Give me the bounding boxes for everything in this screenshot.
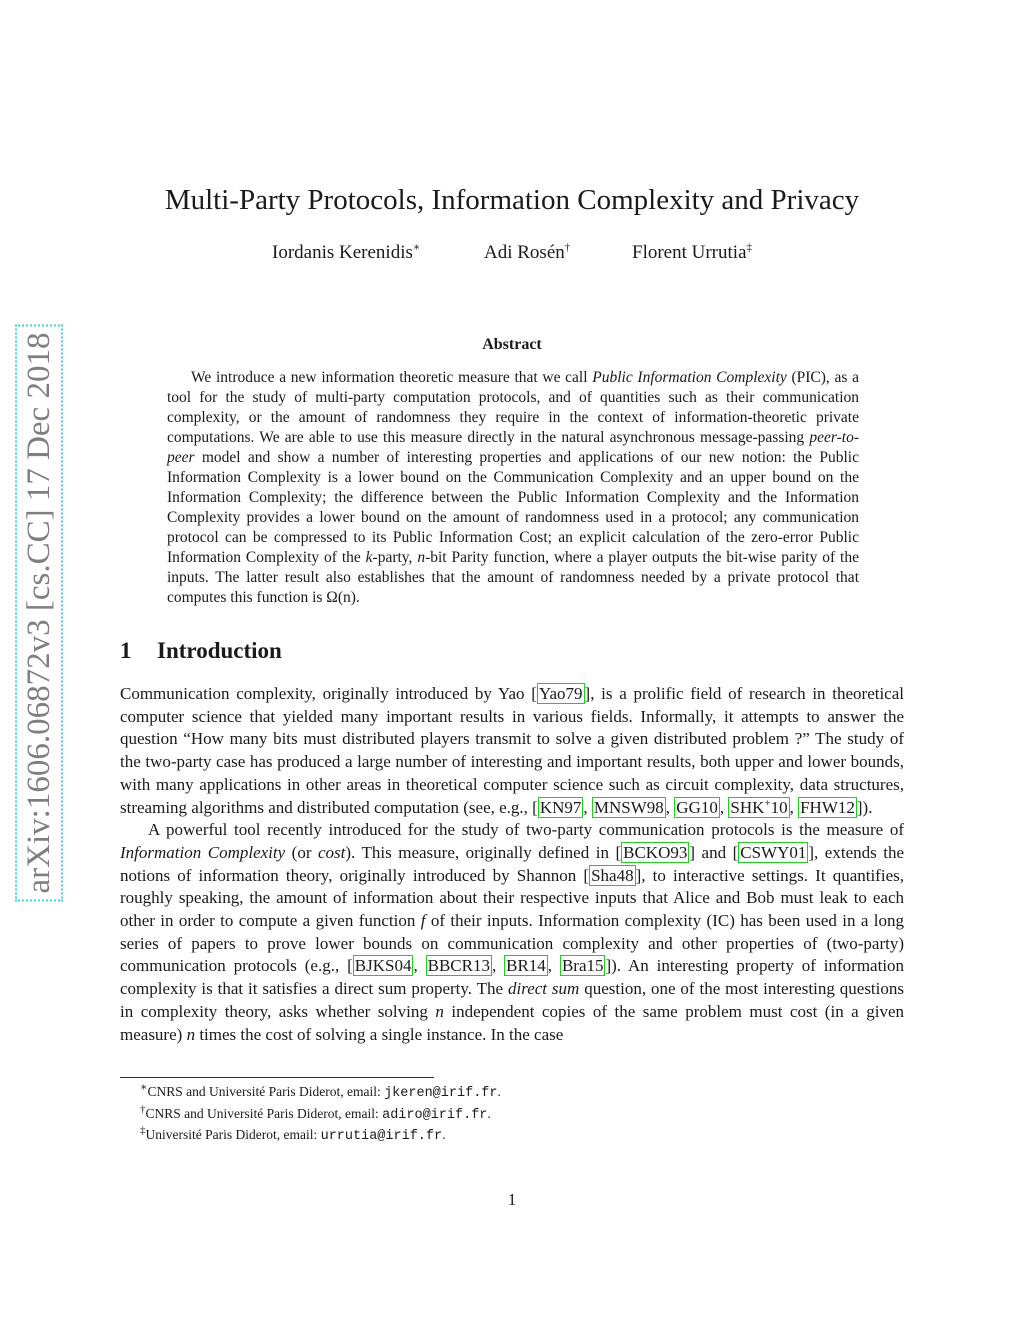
author-name: Iordanis Kerenidis [272,242,413,263]
author-3 [632,242,752,264]
section-title: Introduction [157,638,282,663]
citation-link[interactable]: CSWY01 [740,842,807,862]
author-footnote-mark: ∗ [412,241,421,254]
citation-link[interactable]: Yao79 [538,684,583,703]
citation-link[interactable]: BBCR13 [427,956,490,976]
paper-title: Multi-Party Protocols, Information Complexity and Privacy [164,184,860,216]
email-address[interactable]: jkeren@irif.fr [384,1086,498,1101]
author-footnote-mark: † [564,241,571,254]
arxiv-stamp [14,318,64,908]
abstract-paragraph: We introduce a new information theoretic measure that we call Public Information Complexity (PIC), as a tool for the study of multi-party computation protocols, and of quantities such as their communication complexity, or the amount of randomness they require in the context of information-theoretic private computations. We are able to use this measure directly in the natural asynchronous message-passing peer-to-peer model and show a number of interesting properties and applications of our new notion: the Public Information Complexity is a lower bound on the Communication Complexity and an upper bound on the Information Complexity; the difference between the Public Information Complexity and the Information Complexity provides a lower bound on the amount of randomness used in a protocol; any communication protocol can be compressed to its Public Information Cost; an explicit calculation of the zero-error Public Information Complexity of the k-party, n-bit Parity function, where a player outputs the bit-wise parity of the inputs. The latter result also establishes that the amount of randomness needed by a private protocol that computes this function is Ω(n). [167,369,859,606]
citation-link[interactable]: BCKO93 [623,842,688,862]
footnote: ‡Université Paris Diderot, email: urrutia@irif.fr. [140,1124,446,1144]
section-number: 1 [120,638,132,663]
footnotes [140,1082,501,1147]
footnote-divider [120,1077,434,1078]
abstract-body [167,368,859,608]
intro-paragraph-2: A powerful tool recently introduced for the study of two-party communication protocols is the measure of Information Complexity (or cost). This measure, originally defined in [ BCKO93 ] and [ CSWY01 ], extends the notions of information theory, originally introduced by Shannon [ Sha48 ], to interactive settings. It quantifies, roughly speaking, the amount of information about their respective inputs that Alice and Bob must leak to each other in order to compute a given function f of their inputs. Information complexity (IC) has been used in a long series of papers to prove lower bounds on communication complexity and other properties of (two-party) communication protocols (e.g., [ BJKS04 , BBCR13 , BR14 , Bra15 ]). An interesting property of information complexity is that it satisfies a direct sum property. The direct sum question, one of the most interesting questions in complexity theory, asks whether solving n independent copies of the same problem must cost (in a given measure) n times the cost of solving a single instance. In the case [120,820,905,1044]
author-footnote-mark: ‡ [746,241,753,254]
arxiv-identifier: arXiv:1606.06872v3 [cs.CC] 17 Dec 2018 [15,325,63,902]
section-heading [120,638,282,664]
email-address[interactable]: urrutia@irif.fr [320,1129,443,1144]
citation-link[interactable]: Bra15 [561,956,604,976]
citation-link[interactable]: BR14 [506,956,546,976]
intro-paragraph-1: Communication complexity, originally introduced by Yao [ Yao79 ], is a prolific field of research in theoretical computer science that yielded many important results in various fields. Informally, it attempts to answer the question “How many bits must distributed players transmit to solve a given distributed problem ?” The study of the two-party case has produced a large number of interesting and important results, both upper and lower bounds, with many applications in other areas in theoretical computer science such as circuit complexity, data structures, streaming algorithms and distributed computation (see, e.g., [ KN97 , MNSW98 , GG10 , SHK+10 , FHW12 ]). [120,684,904,817]
citation-link[interactable]: Sha48 [591,865,634,885]
citation-link[interactable]: GG10 [676,797,718,817]
citation-link[interactable]: KN97 [539,797,582,817]
author-name: Florent Urrutia [632,242,747,263]
author-2 [484,242,570,264]
author-name: Adi Rosén [484,242,565,263]
citation-link[interactable]: BJKS04 [354,956,412,976]
introduction-body [120,683,904,1046]
citation-link[interactable]: SHK+10 [730,796,788,817]
citation-link[interactable]: FHW12 [800,797,855,817]
author-1 [272,242,420,264]
footnote: †CNRS and Université Paris Diderot, email: adiro@irif.fr. [140,1103,491,1123]
footnote: ∗CNRS and Université Paris Diderot, email: jkeren@irif.fr. [140,1081,501,1101]
abstract-heading: Abstract [482,336,542,353]
page-number: 1 [507,1190,517,1209]
citation-link[interactable]: MNSW98 [593,797,664,817]
email-address[interactable]: adiro@irif.fr [382,1107,488,1123]
